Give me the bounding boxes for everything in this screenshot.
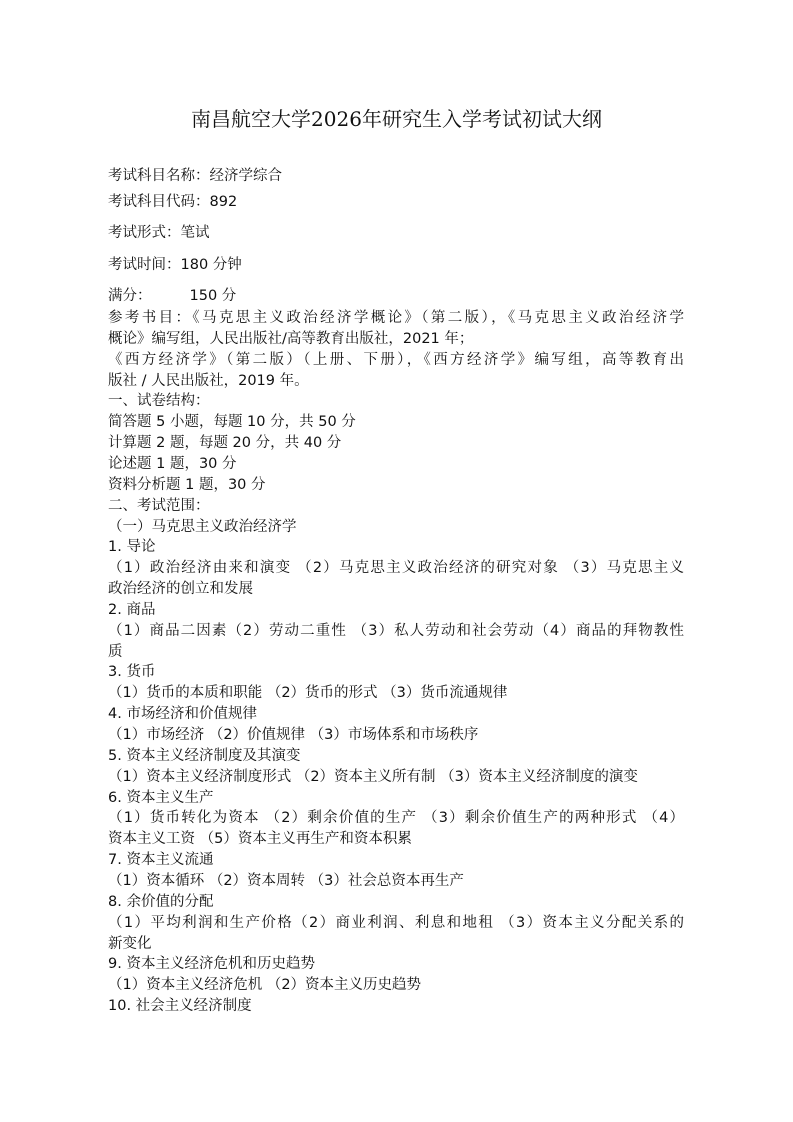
field-label: 考试时间： — [108, 257, 181, 273]
text-line: 新变化 — [108, 935, 152, 952]
text-line: 7. 资本主义流通 — [108, 852, 214, 869]
text-line: 1. 导论 — [108, 539, 156, 556]
text-line: （1）货币转化为资本 （2）剩余价值的生产 （3）剩余价值生产的两种形式 （4） — [108, 810, 684, 827]
text-line: 资本主义工资 （5）资本主义再生产和资本积累 — [108, 831, 412, 848]
text-line: 2. 商品 — [108, 601, 156, 618]
text-line: 质 — [108, 643, 123, 660]
field-exam-time — [108, 253, 242, 274]
text-line: （1）政治经济由来和演变 （2）马克思主义政治经济的研究对象 （3）马克思主义 — [108, 560, 684, 577]
field-exam-form — [108, 221, 210, 242]
text-line: 简答题 5 小题，每题 10 分，共 50 分 — [108, 414, 356, 431]
field-label: 考试科目名称： — [108, 168, 210, 184]
text-line: （1）市场经济 （2）价值规律 （3）市场体系和市场秩序 — [108, 727, 479, 743]
document-title: 南昌航空大学2026年研究生入学考试初试大纲 — [191, 107, 602, 131]
text-line: 3. 货币 — [108, 664, 156, 681]
field-value: 180 分钟 — [180, 257, 242, 273]
field-label: 满分： — [108, 288, 152, 304]
field-value: 笔试 — [180, 225, 210, 241]
field-value: 经济学综合 — [209, 168, 282, 184]
text-line: 概论》编写组，人民出版社/高等教育出版社，2021 年； — [108, 330, 474, 347]
text-line: 参考书目：《马克思主义政治经济学概论》（第二版），《马克思主义政治经济学 — [108, 310, 684, 326]
text-line: （1）资本循环 （2）资本周转 （3）社会总资本再生产 — [108, 872, 464, 889]
text-line: 4. 市场经济和价值规律 — [108, 706, 257, 723]
text-line: 计算题 2 题，每题 20 分，共 40 分 — [108, 435, 342, 452]
text-line: 10. 社会主义经济制度 — [108, 998, 252, 1015]
text-line: 《西方经济学》（第二版）（上册、下册），《西方经济学》编写组，高等教育出 — [108, 351, 684, 368]
text-line: （1）平均利润和生产价格（2）商业利润、利息和地租 （3）资本主义分配关系的 — [108, 914, 684, 931]
text-line: 8. 余价值的分配 — [108, 893, 214, 910]
text-line: 政治经济的创立和发展 — [108, 581, 253, 598]
text-line: 6. 资本主义生产 — [108, 789, 214, 806]
field-value: 150 分 — [189, 288, 237, 304]
field-label: 考试科目代码： — [108, 194, 210, 210]
text-line: 二、考试范围： — [108, 497, 210, 514]
text-line: （1）资本主义经济制度形式 （2）资本主义所有制 （3）资本主义经济制度的演变 — [108, 768, 638, 785]
field-subject-name — [108, 164, 282, 185]
field-subject-code — [108, 190, 237, 211]
field-label: 考试形式： — [108, 225, 181, 241]
text-line: （1）商品二因素（2）劳动二重性 （3）私人劳动和社会劳动（4）商品的拜物教性 — [108, 622, 684, 639]
text-line: 论述题 1 题，30 分 — [108, 455, 237, 472]
text-line: 5. 资本主义经济制度及其演变 — [108, 747, 301, 764]
field-value: 892 — [209, 194, 238, 210]
text-line: （1）资本主义经济危机 （2）资本主义历史趋势 — [108, 977, 422, 994]
text-line: 资料分析题 1 题，30 分 — [108, 476, 266, 493]
text-line: （1）货币的本质和职能 （2）货币的形式 （3）货币流通规律 — [108, 685, 508, 702]
field-full-score — [108, 284, 236, 305]
text-line: 9. 资本主义经济危机和历史趋势 — [108, 956, 315, 973]
text-line: （一）马克思主义政治经济学 — [108, 518, 297, 535]
text-line: 一、试卷结构： — [108, 393, 210, 410]
text-line: 版社 / 人民出版社，2019 年。 — [108, 372, 309, 389]
